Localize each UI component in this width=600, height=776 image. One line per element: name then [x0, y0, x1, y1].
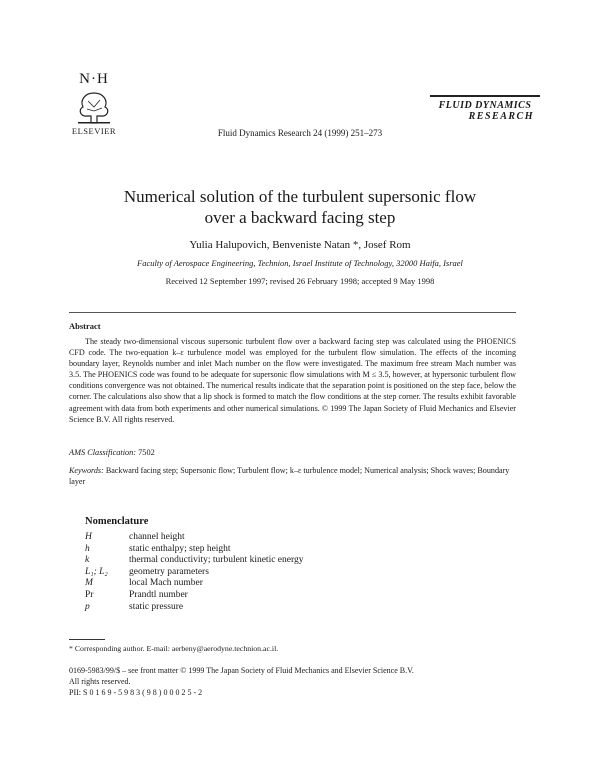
ams-label: AMS Classification: [69, 448, 137, 457]
nomenclature-row [85, 544, 303, 556]
journal-logo [430, 95, 540, 122]
affiliation: Faculty of Aerospace Engineering, Technion, Israel Institute of Technology, 32000 Haifa, Israel [137, 258, 463, 268]
nomenclature-definition: geometry parameters [129, 566, 209, 577]
nomenclature-table [85, 532, 303, 613]
journal-logo-bar [430, 95, 540, 97]
nomenclature-row [85, 567, 303, 579]
title-line-2: over a backward facing step [204, 208, 396, 227]
copyright-block [69, 665, 414, 698]
corresponding-author-footnote: * Corresponding author. E-mail: aerbeny@aerodyne.technion.ac.il. [69, 644, 279, 653]
nomenclature-definition: static pressure [129, 601, 184, 612]
nomenclature-symbol: k [85, 555, 90, 566]
nomenclature-definition: static enthalpy; step height [129, 543, 231, 554]
publisher-name: ELSEVIER [71, 126, 117, 136]
paper-title [60, 186, 540, 228]
nomenclature-definition: local Mach number [129, 578, 203, 589]
abstract-text: The steady two-dimensional viscous supersonic turbulent flow over a backward facing step was calculated using the PHOENICS CFD code. The two-equation k–ε turbulence model was employed for the turbulent flow simulation. The effects of the incoming boundary layer, Reynolds number and inlet Mach number on the flow were investigated. The maximum free stream Mach number was 3.5. The PHOENICS code was found to be adequate for supersonic flow simulations with M ≤ 3.5, however, at hypersonic turbulent flow conditions convergence was not obtained. The numerical results indicate that the separation point is positioned on the step face, below the corner. The calculations also show that a lip shock is formed to match the flow conditions at the step corner. The results exhibit favorable agreement with data from both experiments and other numerical simulations. © 1999 The Japan Society of Fluid Mechanics and Elsevier Science B.V. All rights reserved. [69, 337, 516, 424]
pii-line: PII: S 0 1 6 9 - 5 9 8 3 ( 9 8 ) 0 0 0 2 5 - 2 [69, 688, 203, 697]
tree-icon [74, 89, 114, 125]
nomenclature-heading: Nomenclature [85, 516, 149, 527]
nomenclature-definition: Prandtl number [129, 589, 188, 600]
nomenclature-row [85, 602, 303, 614]
publisher-monogram: N·H [79, 71, 109, 87]
keywords [69, 465, 516, 487]
journal-logo-line1: FLUID DYNAMICS [438, 100, 532, 111]
nomenclature-symbol: Pr [85, 589, 94, 600]
keywords-label: Keywords: [69, 466, 104, 475]
submission-dates: Received 12 September 1997; revised 26 February 1998; accepted 9 May 1998 [165, 276, 435, 286]
title-line-1: Numerical solution of the turbulent supersonic flow [123, 187, 477, 206]
authors: Yulia Halupovich, Benveniste Natan *, Josef Rom [189, 239, 411, 251]
rights-line: All rights reserved. [69, 677, 131, 686]
journal-logo-line2: RESEARCH [468, 111, 534, 122]
nomenclature-definition: thermal conductivity; turbulent kinetic energy [129, 555, 304, 566]
keywords-value: Backward facing step; Supersonic flow; Turbulent flow; k–ε turbulence model; Numerical analysis; Shock waves; Boundary layer [69, 466, 510, 486]
nomenclature-symbol: h [85, 543, 90, 554]
nomenclature-row [85, 578, 303, 590]
abstract-heading: Abstract [69, 321, 101, 331]
journal-citation: Fluid Dynamics Research 24 (1999) 251–273 [217, 128, 383, 138]
nomenclature-symbol: L₁; L₂ [85, 566, 108, 577]
footnote-divider [69, 639, 105, 640]
nomenclature-definition: channel height [129, 532, 185, 542]
nomenclature-symbol: p [85, 601, 90, 612]
nomenclature-symbol: H [85, 532, 92, 542]
divider [69, 312, 516, 313]
nomenclature-symbol: M [85, 578, 93, 589]
ams-value: 7502 [138, 448, 155, 457]
nomenclature-row [85, 555, 303, 567]
nomenclature-row [85, 532, 303, 544]
copyright-line: 0169-5983/99/$ – see front matter © 1999 The Japan Society of Fluid Mechanics and Elsevier Science B.V. [69, 666, 414, 675]
nomenclature-row [85, 590, 303, 602]
ams-classification [69, 448, 155, 457]
